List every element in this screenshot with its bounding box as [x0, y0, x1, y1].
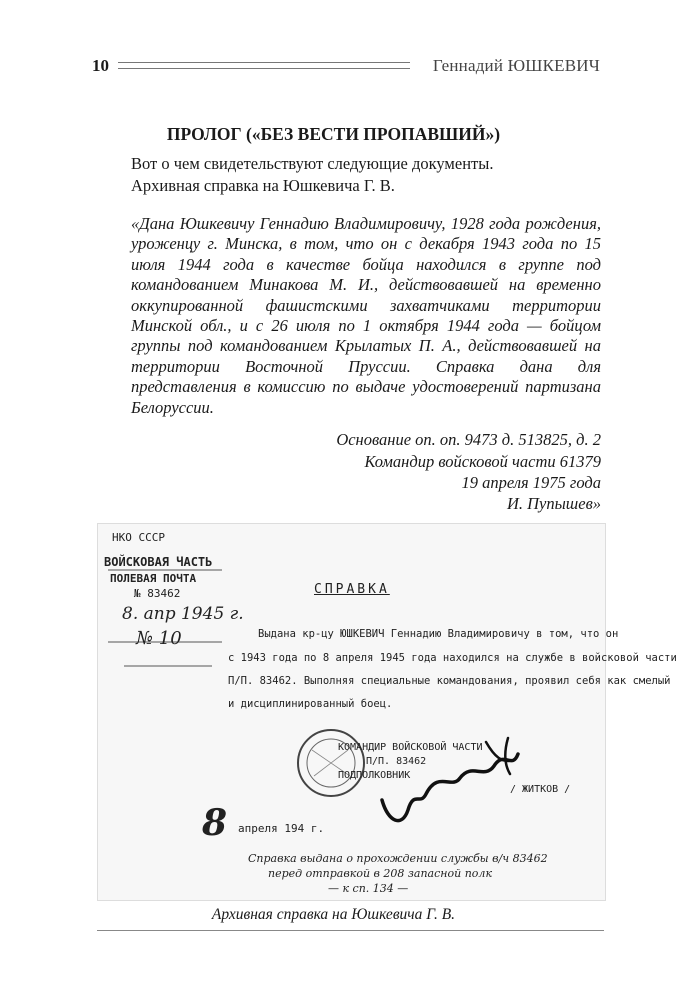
doc-note-line-2: перед отправкой в 208 запасной полк: [268, 867, 493, 880]
bottom-rule: [97, 930, 604, 931]
doc-body-line-4: и дисциплинированный боец.: [228, 698, 393, 710]
page-number: 10: [92, 56, 109, 75]
doc-body-line-2: с 1943 года по 8 апреля 1945 года находился на службе в войсковой части: [228, 652, 677, 664]
doc-org-line-3: ПОЛЕВАЯ ПОЧТА: [110, 572, 197, 585]
archival-document-image: [97, 523, 677, 901]
intro-line-1: Вот о чем свидетельствуют следующие документы.: [131, 154, 494, 173]
doc-org-line-1: НКО СССР: [112, 531, 165, 544]
doc-note-line-1: Справка выдана о прохождении службы в/ч 83462: [248, 852, 548, 865]
signature-name: И. Пупышев»: [506, 494, 601, 513]
doc-stamp-line-3: ПОДПОЛКОВНИК: [338, 770, 411, 781]
header-double-rule: [118, 62, 410, 69]
doc-note-line-3: — к сп. 134 —: [328, 882, 409, 895]
doc-number-handwritten: № 10: [136, 628, 182, 649]
running-head: Геннадий ЮШКЕВИЧ: [432, 56, 600, 75]
doc-stamp-line-2: П/П. 83462: [366, 756, 427, 767]
signature-basis: Основание оп. оп. 9473 д. 513825, д. 2: [336, 430, 601, 449]
doc-signer: / ЖИТКОВ /: [510, 784, 571, 795]
doc-body-line-1: Выдана кр-цу ЮШКЕВИЧ Геннадию Владимировичу в том, что он: [258, 628, 619, 640]
doc-stamp-line-1: КОМАНДИР ВОЙСКОВОЙ ЧАСТИ: [338, 742, 483, 753]
signature-commander: Командир войсковой части 61379: [364, 452, 601, 471]
doc-bottom-day: 8: [202, 802, 228, 844]
doc-date-handwritten: 8. апр 1945 г.: [122, 604, 244, 624]
doc-org-line-2: ВОЙСКОВАЯ ЧАСТЬ: [104, 555, 213, 569]
doc-bottom-date: апреля 194 г.: [238, 822, 325, 835]
stamp-seal-icon: [296, 720, 366, 806]
quoted-certificate-text: «Дана Юшкевичу Геннадию Владимировичу, 1928 года рождения, уроженцу г. Минска, в том, что он с декабря 1943 года по 15 июля 1944 года в качестве бойца находился в группе под командованием Минакова М. И., действовавшей на временно оккупированной фашистскими захватчиками территории Минской обл., и с 26 июля по 1 октября 1944 года — бойцом группы под командованием Крылатых П. А., действовавшей на территории Восточной Пруссии. Справка дана для представления в комиссию по выдаче удостоверений партизана Белоруссии.: [131, 214, 601, 417]
intro-line-2: Архивная справка на Юшкевича Г. В.: [131, 176, 395, 195]
doc-body-line-3: П/П. 83462. Выполняя специальные командования, проявил себя как смелый: [228, 675, 671, 687]
doc-org-line-4: № 83462: [134, 587, 181, 600]
page-header: [92, 54, 600, 78]
signature-date: 19 апреля 1975 года: [461, 473, 601, 492]
image-caption: Архивная справка на Юшкевича Г. В.: [211, 906, 456, 923]
doc-heading: СПРАВКА: [314, 582, 390, 597]
chapter-title: ПРОЛОГ («БЕЗ ВЕСТИ ПРОПАВШИЙ»): [166, 124, 501, 144]
